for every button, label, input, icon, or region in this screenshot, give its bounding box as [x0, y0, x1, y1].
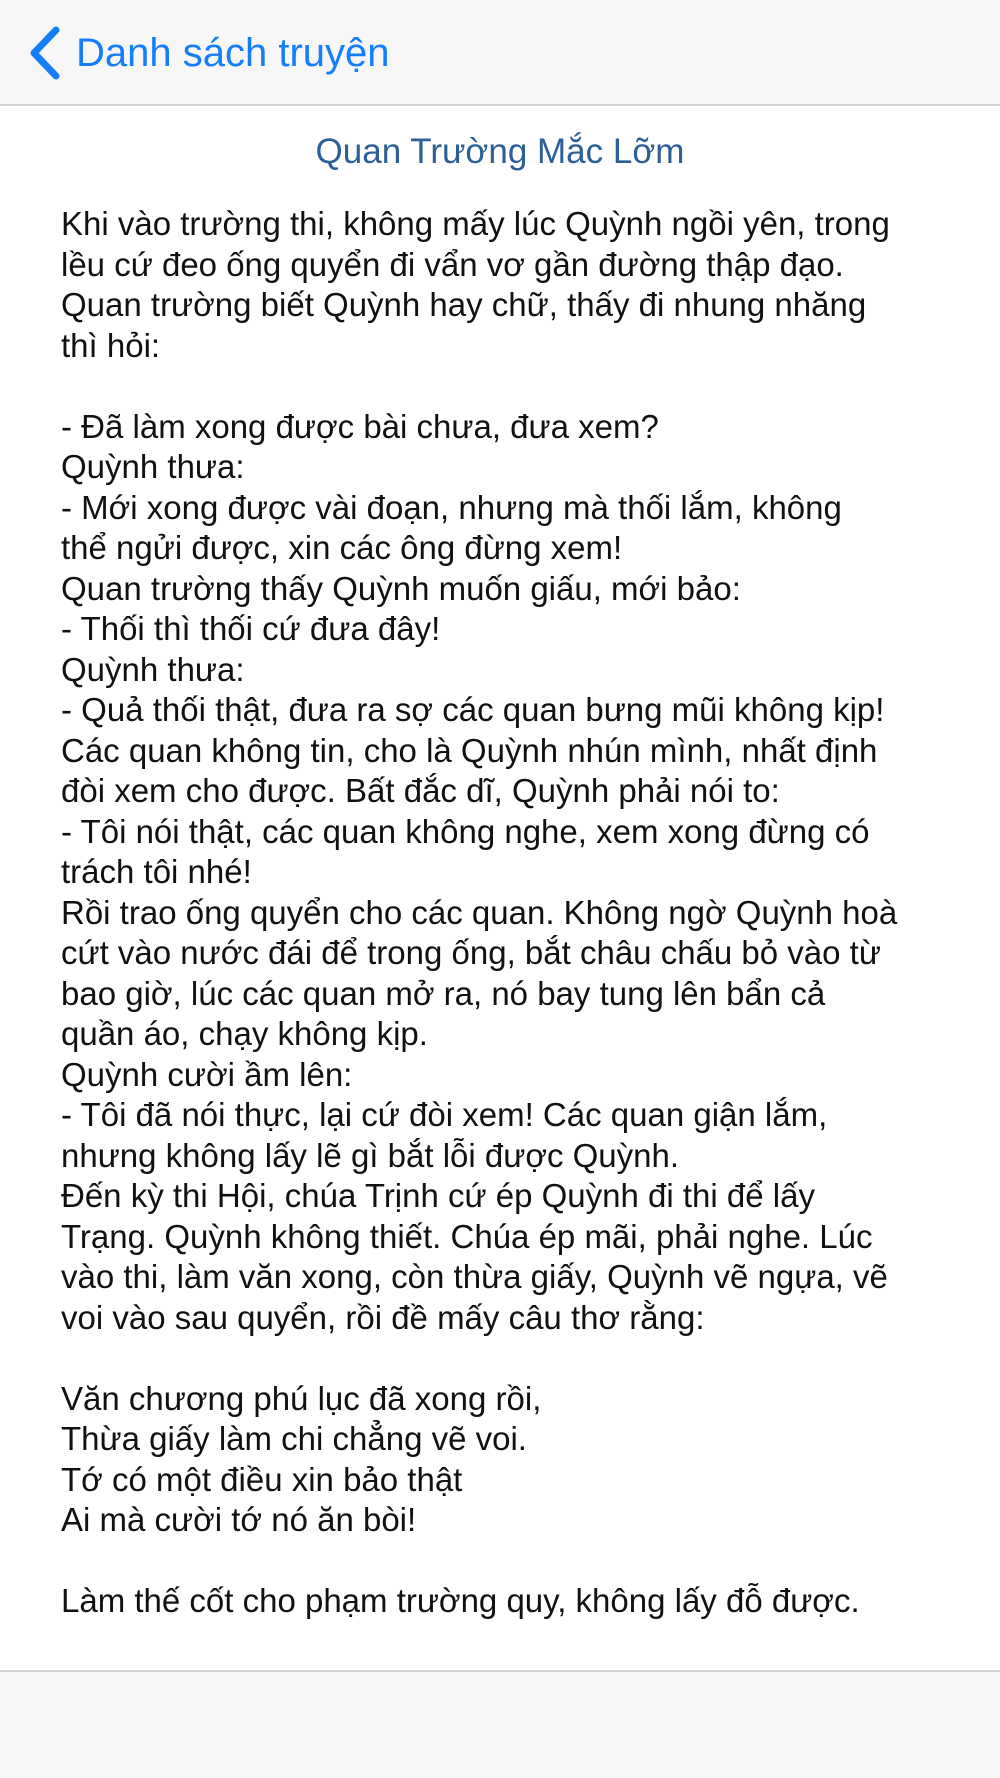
story-line: Thừa giấy làm chi chẳng vẽ voi. [61, 1420, 527, 1457]
story-line: Rồi trao ống quyển cho các quan. Không ngờ Quỳnh hoà [61, 893, 898, 931]
story-content[interactable] [0, 106, 1000, 1671]
story-line: - Quả thối thật, đưa ra sợ các quan bưng mũi không kịp! [61, 691, 885, 728]
story-line: - Tôi nói thật, các quan không nghe, xem xong đừng có [61, 812, 870, 850]
blank-line [61, 1541, 961, 1582]
story-body [61, 204, 961, 1622]
blank-line [61, 366, 961, 407]
story-line: Đến kỳ thi Hội, chúa Trịnh cứ ép Quỳnh đi thi để lấy [61, 1177, 815, 1214]
story-line: thì hỏi: [61, 326, 161, 364]
story-line: Các quan không tin, cho là Quỳnh nhún mình, nhất định [61, 731, 878, 769]
story-line: vào thi, làm văn xong, còn thừa giấy, Quỳnh vẽ ngựa, vẽ [61, 1258, 888, 1295]
story-line: - Đã làm xong được bài chưa, đưa xem? [61, 407, 659, 445]
navigation-bar [0, 0, 1000, 106]
story-line: nhưng không lấy lẽ gì bắt lỗi được Quỳnh. [61, 1136, 680, 1174]
story-line: lều cứ đeo ống quyển đi vẩn vơ gần đường thập đạo. [61, 245, 844, 283]
story-line: Quan trường biết Quỳnh hay chữ, thấy đi nhung nhăng [61, 286, 867, 323]
story-line: đòi xem cho được. Bất đắc dĩ, Quỳnh phải nói to: [61, 772, 780, 809]
story-line: bao giờ, lúc các quan mở ra, nó bay tung lên bẩn cả [61, 974, 826, 1012]
story-line: - Thối thì thối cứ đưa đây! [61, 610, 441, 647]
story-line: - Mới xong được vài đoạn, nhưng mà thối lắm, không [61, 488, 842, 526]
story-line: thể ngửi được, xin các ông đừng xem! [61, 529, 623, 566]
back-button-label: Danh sách truyện [76, 30, 390, 75]
story-line: Văn chương phú lục đã xong rồi, [61, 1379, 542, 1417]
bottom-toolbar [0, 1670, 1000, 1778]
story-line: Quỳnh thưa: [61, 448, 245, 485]
story-line: Quan trường thấy Quỳnh muốn giấu, mới bảo: [61, 569, 741, 607]
story-line: Ai mà cười tớ nó ăn bòi! [61, 1501, 417, 1538]
story-line: Trạng. Quỳnh không thiết. Chúa ép mãi, phải nghe. Lúc [61, 1217, 873, 1255]
story-line: quần áo, chạy không kịp. [61, 1015, 428, 1052]
chevron-left-icon [26, 26, 64, 80]
story-line: Làm thế cốt cho phạm trường quy, không lấy đỗ được. [61, 1582, 860, 1619]
story-line: Khi vào trường thi, không mấy lúc Quỳnh ngồi yên, trong [61, 205, 890, 242]
story-title: Quan Trường Mắc Lỡm [315, 132, 685, 171]
story-line: voi vào sau quyển, rồi đề mấy câu thơ rằng: [61, 1298, 705, 1336]
story-line: - Tôi đã nói thực, lại cứ đòi xem! Các quan giận lắm, [61, 1096, 828, 1133]
blank-line [61, 1338, 961, 1379]
story-line: Quỳnh cười ầm lên: [61, 1055, 353, 1093]
story-line: cứt vào nước đái để trong ống, bắt châu chấu bỏ vào từ [61, 934, 881, 971]
story-line: Quỳnh thưa: [61, 650, 245, 688]
story-line: trách tôi nhé! [61, 853, 252, 890]
story-line: Tớ có một điều xin bảo thật [61, 1460, 463, 1498]
back-button[interactable] [26, 22, 390, 84]
